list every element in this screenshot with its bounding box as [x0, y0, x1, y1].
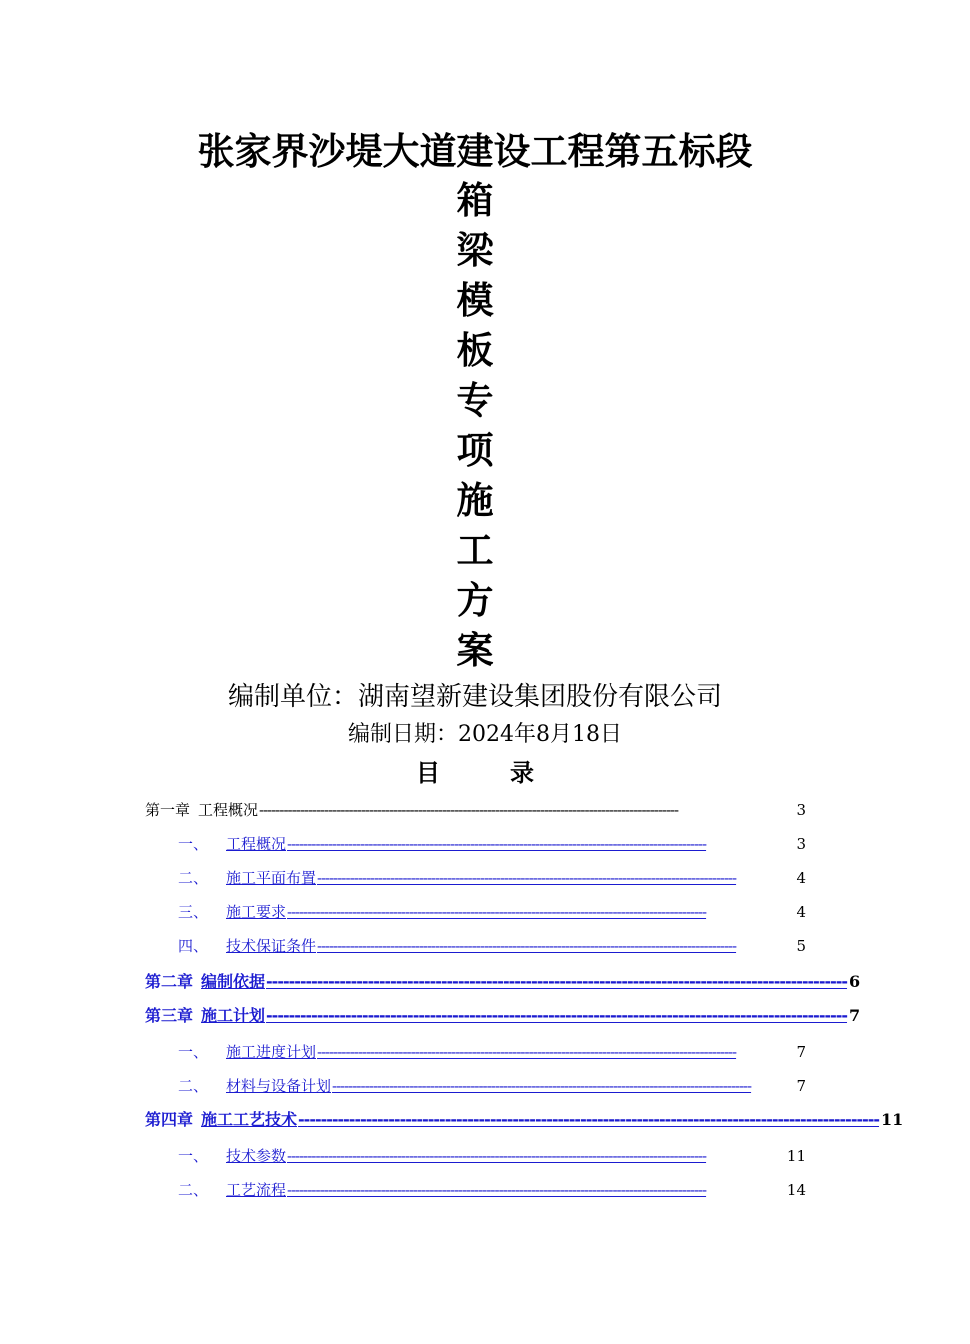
toc-entry-label — [145, 800, 259, 820]
toc-heading-right: 录 — [510, 759, 534, 787]
toc-entry-text: 工程概况 — [198, 801, 259, 819]
toc-leader: ------------------------------------------------------------------------------------------------------- — [259, 801, 679, 819]
toc-leader: ------------------------------------------------------------------------------------------------------- — [317, 937, 737, 955]
toc-entry-number: 第四章 — [145, 1110, 194, 1129]
toc-leader: ------------------------------------------------------------------------------------------------------- — [287, 1147, 707, 1165]
toc-page-number: 4 — [796, 903, 806, 921]
toc-entry-label — [178, 1076, 332, 1096]
toc-entry-text: 施工计划 — [201, 1006, 266, 1025]
toc-leader: ------------------------------------------------------------------------------------------------------- — [298, 1110, 880, 1129]
toc-entry-label — [145, 972, 266, 992]
toc-entry-label — [145, 1110, 298, 1130]
toc-entry-label — [178, 936, 317, 956]
toc-entry-label — [178, 1180, 287, 1200]
toc-entry-label — [178, 902, 287, 922]
vertical-title — [0, 176, 950, 676]
date-line: 编制日期：2024年8月18日 — [348, 722, 622, 747]
toc-leader: ------------------------------------------------------------------------------------------------------- — [332, 1077, 752, 1095]
toc-entry[interactable] — [145, 1106, 904, 1130]
organization-line: 编制单位：湖南望新建设集团股份有限公司 — [227, 682, 722, 712]
toc-entry[interactable] — [178, 1142, 806, 1166]
toc-entry[interactable] — [178, 1176, 806, 1200]
toc-page-number: 7 — [849, 1006, 861, 1025]
vertical-title-char: 工 — [456, 529, 494, 572]
toc-entry-text: 技术保证条件 — [226, 937, 317, 955]
toc-entry[interactable] — [178, 830, 806, 854]
toc-page-number: 6 — [849, 972, 861, 991]
vertical-title-char: 箱 — [456, 179, 494, 222]
toc-heading-left: 目 — [416, 759, 440, 787]
toc-leader: ------------------------------------------------------------------------------------------------------- — [317, 1043, 737, 1061]
toc-entry-number: 第三章 — [145, 1006, 194, 1025]
toc-entry-number: 二、 — [178, 1181, 209, 1199]
toc-entry[interactable] — [178, 1072, 806, 1096]
toc-page-number: 11 — [881, 1110, 904, 1129]
vertical-title-char: 案 — [456, 629, 494, 672]
toc-page-number: 7 — [796, 1043, 806, 1061]
toc-entry[interactable] — [145, 968, 861, 992]
toc-leader: ------------------------------------------------------------------------------------------------------- — [287, 1181, 707, 1199]
toc-entry-number: 一、 — [178, 835, 209, 853]
toc-entry-text: 工艺流程 — [226, 1181, 287, 1199]
toc-leader: ------------------------------------------------------------------------------------------------------- — [266, 972, 848, 991]
toc-entry-text: 施工工艺技术 — [201, 1110, 298, 1129]
toc-entry-text: 施工平面布置 — [226, 869, 317, 887]
toc-page-number: 3 — [796, 835, 806, 853]
vertical-title-char: 方 — [456, 579, 494, 622]
toc-entry-label — [178, 834, 287, 854]
toc-page-number: 3 — [796, 801, 806, 819]
toc-entry-text: 工程概况 — [226, 835, 287, 853]
vertical-title-char: 专 — [456, 379, 494, 422]
toc-entry[interactable] — [178, 1038, 806, 1062]
toc-page-number: 7 — [796, 1077, 806, 1095]
toc-entry-number: 四、 — [178, 937, 209, 955]
toc-entry-label — [145, 1006, 266, 1026]
toc-page-number: 14 — [786, 1181, 806, 1199]
toc-entry-number: 一、 — [178, 1043, 209, 1061]
toc-entry[interactable] — [145, 1002, 861, 1026]
toc-entry-text: 编制依据 — [201, 972, 266, 991]
toc-entry-number: 第二章 — [145, 972, 194, 991]
vertical-title-char: 梁 — [456, 229, 494, 272]
toc-entry[interactable] — [178, 898, 806, 922]
toc-entry-text: 材料与设备计划 — [226, 1077, 332, 1095]
toc-page-number: 11 — [786, 1147, 806, 1165]
vertical-title-char: 施 — [456, 479, 494, 522]
toc-leader: ------------------------------------------------------------------------------------------------------- — [287, 903, 707, 921]
document-title: 张家界沙堤大道建设工程第五标段 — [197, 130, 753, 173]
toc-entry-text: 施工进度计划 — [226, 1043, 317, 1061]
toc-entry-number: 三、 — [178, 903, 209, 921]
toc-entry-label — [178, 868, 317, 888]
toc-page-number: 5 — [796, 937, 806, 955]
toc-entry-text: 技术参数 — [226, 1147, 287, 1165]
toc-entry-number: 第一章 — [145, 801, 191, 819]
toc-leader: ------------------------------------------------------------------------------------------------------- — [266, 1006, 848, 1025]
toc-entry[interactable] — [178, 932, 806, 956]
toc-entry-label — [178, 1146, 287, 1166]
toc-entry-text: 施工要求 — [226, 903, 287, 921]
toc-page-number: 4 — [796, 869, 806, 887]
toc-entry-label — [178, 1042, 317, 1062]
vertical-title-char: 项 — [456, 429, 494, 472]
toc-entry-number: 二、 — [178, 1077, 209, 1095]
toc-leader: ------------------------------------------------------------------------------------------------------- — [317, 869, 737, 887]
toc-entry-number: 二、 — [178, 869, 209, 887]
toc-entry[interactable] — [178, 864, 806, 888]
toc-heading — [0, 755, 950, 791]
toc-entry-number: 一、 — [178, 1147, 209, 1165]
toc-leader: ------------------------------------------------------------------------------------------------------- — [287, 835, 707, 853]
vertical-title-char: 板 — [456, 329, 494, 372]
toc-entry — [145, 796, 806, 820]
vertical-title-char: 模 — [456, 279, 494, 322]
